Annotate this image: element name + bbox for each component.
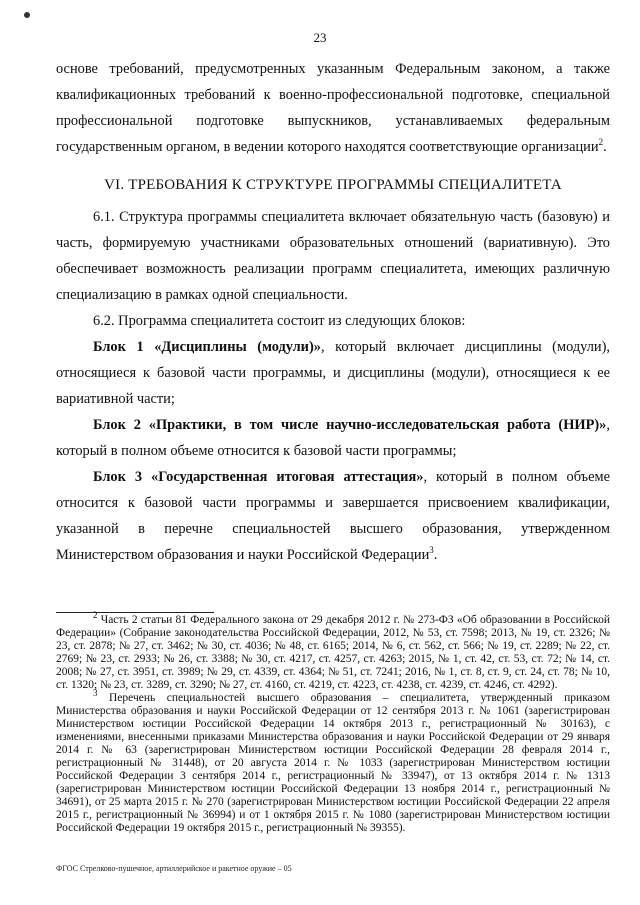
- footnote-3: [56, 688, 610, 835]
- block-1-text: , который включает дисциплины (модули), относящиеся к базовой части программы, и дисциплины (модули), относящиеся к ее вариативной части;: [56, 339, 611, 407]
- block-3-end: .: [433, 547, 438, 563]
- section-heading: VI. ТРЕБОВАНИЯ К СТРУКТУРЕ ПРОГРАММЫ СПЕЦИАЛИТЕТА: [104, 177, 562, 193]
- paragraph-6-2: 6.2. Программа специалитета состоит из следующих блоков:: [93, 313, 466, 329]
- footnote-2-marker: 2: [93, 610, 98, 621]
- footnote-2: [56, 610, 610, 692]
- paragraph-6-1: 6.1. Структура программы специалитета включает обязательную часть (базовую) и часть, формируемую участниками образовательных отношений (вариативную). Это обеспечивает возможность реализации программ специалитета, имеющих различную специализацию в рамках одной специальности.: [56, 209, 610, 303]
- footnote-ref-2[interactable]: 2: [598, 137, 604, 148]
- page-number: 23: [313, 30, 327, 45]
- footnote-2-text: Часть 2 статьи 81 Федерального закона от 29 декабря 2012 г. № 273-ФЗ «Об образовании в Российской Федерации» (Собрание законодательства Российской Федерации, 2012, № 53, ст. 7598; 2013, № 19, ст. 2326; № 23, ст. 2878; № 27, ст. 3462; № 30, ст. 4036; № 48, ст. 6165; 2014, № 6, ст. 562, ст. 566; № 19, ст. 2289; № 22, ст. 2769; № 23, ст. 2933; № 26, ст. 3388; № 30, ст. 4217, ст. 4257, ст. 4263; 2015, № 1, ст. 42, ст. 53, ст. 72; № 14, ст. 2008; № 27, ст. 3951, ст. 3989; № 29, ст. 4339, ст. 4364; № 51, ст. 7241; 2016, № 1, ст. 8, ст. 9, ст. 24, ст. 78; № 10, ст. 1320; № 23, ст. 3289, ст. 3290; № 27, ст. 4160, ст. 4219, ст. 4223, ст. 4238, ст. 4239, ст. 4246, ст. 4292).: [56, 614, 610, 691]
- block-3-text: , который в полном объеме относится к базовой части программы и завершается присвоением квалификации, указанной в перечне специальностей высшего образования, утвержденном Министерством образования и науки Российской Федерации: [56, 469, 610, 563]
- scan-mark: [24, 12, 30, 18]
- intro-text: основе требований, предусмотренных указанным Федеральным законом, а также квалификационных требований к военно-профессиональной подготовке, специальной профессиональной подготовке выпускников, устанавливаемых федеральным государственным органом, в ведении которого находятся соответствующие организации: [56, 61, 610, 155]
- footnote-ref-3[interactable]: 3: [429, 545, 434, 556]
- block-2-text: , который в полном объеме относится к базовой части программы;: [56, 417, 610, 459]
- block-2-title: Блок 2 «Практики, в том числе научно-исследовательская работа (НИР)»: [93, 417, 607, 433]
- footnote-3-marker: 3: [93, 688, 98, 699]
- footnotes: [56, 610, 610, 835]
- block-2-paragraph: [56, 412, 610, 464]
- intro-end: .: [603, 139, 607, 155]
- block-3-title: Блок 3 «Государственная итоговая аттестация»: [93, 469, 424, 485]
- block-1-paragraph: [56, 334, 610, 412]
- page-body: [56, 56, 610, 568]
- footnote-3-text: Перечень специальностей высшего образования – специалитета, утвержденный приказом Министерства образования и науки Российской Федерации от 12 сентября 2013 г. № 1061 (зарегистрирован Министерством юстиции Российской Федерации 14 октября 2013 г., регистрационный № 30163), с изменениями, внесенными приказами Министерства образования и науки Российской Федерации от 29 января 2014 г. № 63 (зарегистрирован Министерством юстиции Российской Федерации 28 февраля 2014 г., регистрационный № 31448), от 20 августа 2014 г. № 1033 (зарегистрирован Министерством юстиции Российской Федерации 3 сентября 2014 г., регистрационный № 33947), от 13 октября 2014 г. № 1313 (зарегистрирован Министерством юстиции Российской Федерации 13 ноября 2014 г., регистрационный № 34691), от 25 марта 2015 г. № 270 (зарегистрирован Министерством юстиции Российской Федерации 22 апреля 2015 г., регистрационный № 36994) и от 1 октября 2015 г. № 1080 (зарегистрирован Министерством юстиции Российской Федерации 19 октября 2015 г., регистрационный № 39355).: [56, 692, 610, 834]
- footnote-divider: [56, 612, 214, 613]
- block-1-title: Блок 1 «Дисциплины (модули)»: [93, 339, 321, 355]
- block-3-paragraph: [56, 464, 610, 568]
- intro-paragraph: [56, 56, 610, 160]
- page-footer: ФГОС Стрелково-пушечное, артиллерийское и ракетное оружие – 05: [56, 864, 292, 873]
